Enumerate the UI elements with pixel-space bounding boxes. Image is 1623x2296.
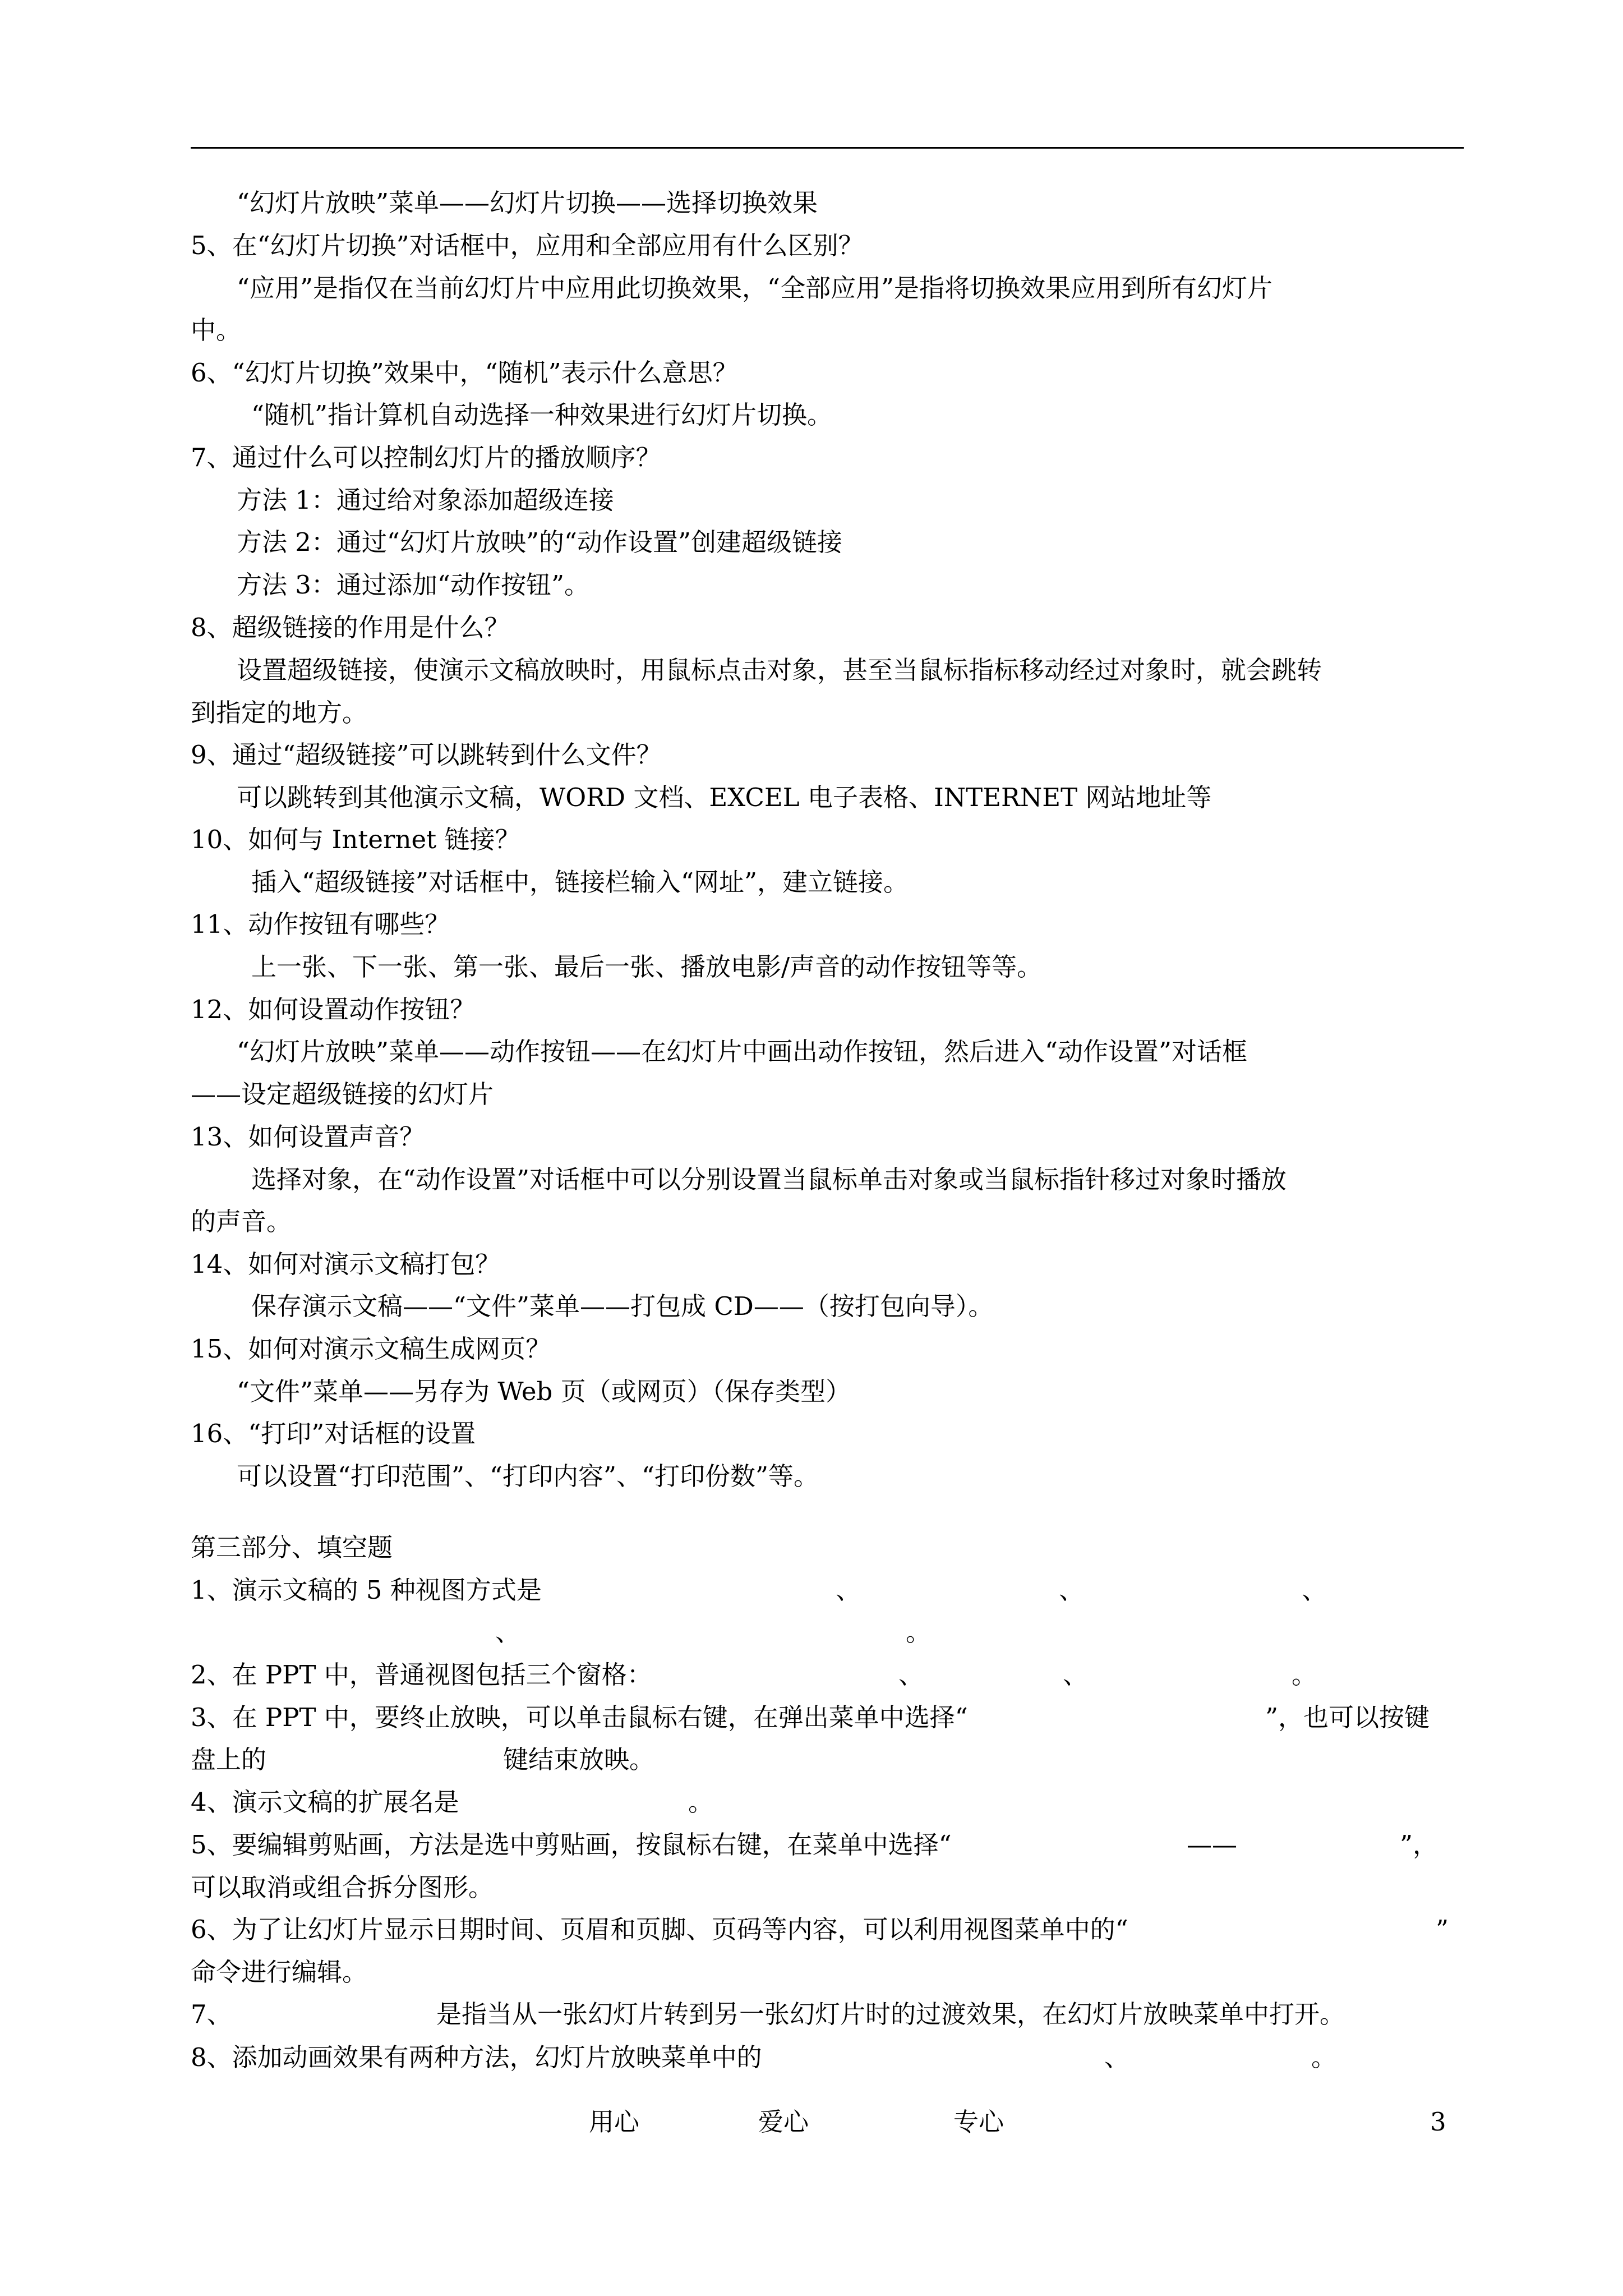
question-line-end: ”， bbox=[1400, 1830, 1438, 1860]
answer-line: 到指定的地方。 bbox=[191, 698, 368, 728]
question-line: 14、如何对演示文稿打包？ bbox=[191, 1249, 501, 1279]
blank-separator: 。 bbox=[1292, 1660, 1317, 1690]
question-line: 2、在 PPT 中，普通视图包括三个窗格： bbox=[191, 1660, 652, 1690]
question-line: 6、为了让幻灯片显示日期时间、页眉和页脚、页码等内容，可以利用视图菜单中的“ bbox=[191, 1915, 1128, 1944]
answer-line: 选择对象，在“动作设置”对话框中可以分别设置当鼠标单击对象或当鼠标指针移过对象时播放 bbox=[251, 1165, 1287, 1194]
answer-line: ——设定超级链接的幻灯片 bbox=[191, 1079, 494, 1109]
blank-separator: 、 bbox=[1063, 1660, 1089, 1690]
blank-separator: —— bbox=[1187, 1830, 1237, 1860]
question-line-end: ”，也可以按键 bbox=[1265, 1703, 1430, 1732]
answer-line: “应用”是指仅在当前幻灯片中应用此切换效果，“全部应用”是指将切换效果应用到所有幻灯片 bbox=[237, 273, 1273, 303]
answer-line: “文件”菜单——另存为 Web 页（或网页）（保存类型） bbox=[237, 1377, 851, 1406]
question-line: 4、演示文稿的扩展名是 bbox=[191, 1787, 459, 1817]
header-rule bbox=[191, 147, 1464, 149]
question-line: 3、在 PPT 中，要终止放映，可以单击鼠标右键，在弹出菜单中选择“ bbox=[191, 1703, 968, 1732]
question-line: 7、通过什么可以控制幻灯片的播放顺序？ bbox=[191, 443, 661, 472]
answer-line: 保存演示文稿——“文件”菜单——打包成 CD——（按打包向导）。 bbox=[251, 1291, 994, 1321]
question-line: 5、要编辑剪贴画，方法是选中剪贴画，按鼠标右键，在菜单中选择“ bbox=[191, 1830, 952, 1860]
blank-separator: 、 bbox=[1302, 1575, 1327, 1605]
question-line: 8、添加动画效果有两种方法，幻灯片放映菜单中的 bbox=[191, 2042, 762, 2072]
answer-line: 中。 bbox=[191, 315, 242, 345]
answer-line: 可以取消或组合拆分图形。 bbox=[191, 1872, 494, 1902]
blank-separator: 、 bbox=[836, 1575, 861, 1605]
answer-line: 命令进行编辑。 bbox=[191, 1957, 368, 1987]
question-line: 5、在“幻灯片切换”对话框中，应用和全部应用有什么区别？ bbox=[191, 231, 864, 260]
answer-line: “随机”指计算机自动选择一种效果进行幻灯片切换。 bbox=[251, 400, 833, 430]
question-line-end: 键结束放映。 bbox=[503, 1745, 655, 1774]
blank-separator: 、 bbox=[898, 1660, 924, 1690]
answer-line: 可以跳转到其他演示文稿，WORD 文档、EXCEL 电子表格、INTERNET 网站地址等 bbox=[237, 783, 1212, 812]
answer-line: 上一张、下一张、第一张、最后一张、播放电影/声音的动作按钮等等。 bbox=[251, 952, 1043, 982]
question-line-end: ” bbox=[1436, 1915, 1449, 1944]
question-line: 11、动作按钮有哪些？ bbox=[191, 909, 450, 939]
footer-item: 用心 bbox=[589, 2107, 640, 2137]
question-line: 16、“打印”对话框的设置 bbox=[191, 1419, 476, 1448]
blank-separator: 、 bbox=[1059, 1575, 1085, 1605]
blank-separator: 。 bbox=[1311, 2042, 1337, 2072]
question-line: 12、如何设置动作按钮？ bbox=[191, 995, 476, 1024]
answer-line: “幻灯片放映”菜单——动作按钮——在幻灯片中画出动作按钮，然后进入“动作设置”对话框 bbox=[237, 1037, 1248, 1066]
question-line: 盘上的 bbox=[191, 1745, 267, 1774]
question-line: 1、演示文稿的 5 种视图方式是 bbox=[191, 1575, 542, 1605]
answer-line: 可以设置“打印范围”、“打印内容”、“打印份数”等。 bbox=[237, 1461, 819, 1491]
answer-line: 的声音。 bbox=[191, 1207, 292, 1236]
question-line: 7、 bbox=[191, 1999, 232, 2029]
question-line: 13、如何设置声音？ bbox=[191, 1122, 425, 1152]
answer-line: 方法 1：通过给对象添加超级连接 bbox=[237, 485, 614, 515]
question-line: 9、通过“超级链接”可以跳转到什么文件？ bbox=[191, 740, 662, 770]
question-line-end: 是指当从一张幻灯片转到另一张幻灯片时的过渡效果，在幻灯片放映菜单中打开。 bbox=[436, 1999, 1345, 2029]
page-number: 3 bbox=[1430, 2107, 1446, 2137]
answer-line: 插入“超级链接”对话框中，链接栏输入“网址”，建立链接。 bbox=[251, 867, 909, 897]
footer-item: 专心 bbox=[953, 2107, 1004, 2137]
answer-line: 设置超级链接，使演示文稿放映时，用鼠标点击对象，甚至当鼠标指标移动经过对象时，就会跳转 bbox=[237, 655, 1322, 685]
question-line: 6、“幻灯片切换”效果中，“随机”表示什么意思？ bbox=[191, 358, 738, 388]
answer-line: 方法 3：通过添加“动作按钮”。 bbox=[237, 570, 589, 600]
footer-item: 爱心 bbox=[758, 2107, 809, 2137]
answer-line: “幻灯片放映”菜单——幻灯片切换——选择切换效果 bbox=[237, 188, 818, 218]
answer-line: 方法 2：通过“幻灯片放映”的“动作设置”创建超级链接 bbox=[237, 527, 842, 557]
section-heading: 第三部分、填空题 bbox=[191, 1533, 393, 1562]
blank-separator: 、 bbox=[495, 1617, 521, 1647]
blank-separator: 、 bbox=[1104, 2042, 1130, 2072]
question-line: 10、如何与 Internet 链接？ bbox=[191, 825, 520, 854]
blank-separator: 。 bbox=[906, 1617, 932, 1647]
blank-separator: 。 bbox=[688, 1787, 714, 1817]
question-line: 15、如何对演示文稿生成网页？ bbox=[191, 1334, 551, 1364]
question-line: 8、超级链接的作用是什么？ bbox=[191, 613, 510, 642]
